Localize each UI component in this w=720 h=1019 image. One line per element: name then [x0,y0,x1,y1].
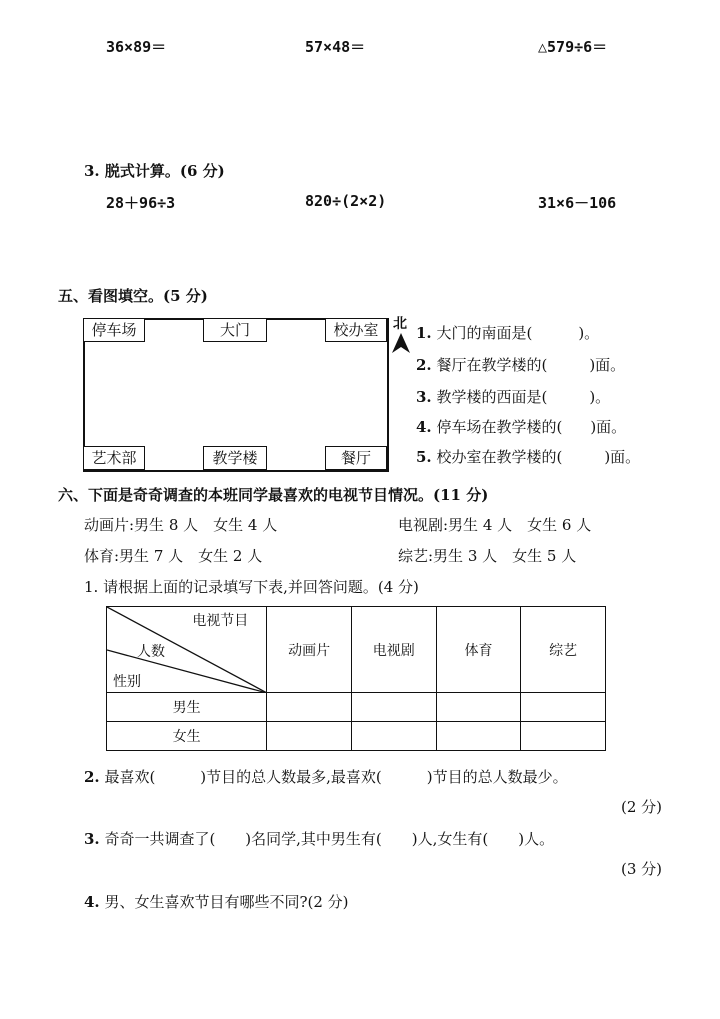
question-number: 4. [416,418,432,436]
table-cell[interactable] [351,693,436,722]
question-number: 2. [416,356,432,374]
col-header: 体育 [436,607,521,693]
calc-item-2: 57×48＝ [305,38,366,56]
q3-number: 3. [84,830,100,848]
q3-title: 3. 脱式计算。(6 分) [84,162,225,180]
question-pre: 大门的南面是( [436,324,533,342]
survey-table [106,606,606,751]
question-pre: 校办室在教学楼的( [436,448,563,466]
table-cell[interactable] [436,693,521,722]
section5-question [416,322,599,343]
question-post: )面。 [604,448,641,466]
section5-title: 五、看图填空。(5 分) [58,287,208,305]
col-header: 动画片 [267,607,352,693]
corner-program: 电视节目 [192,613,249,629]
section5-question [416,446,640,467]
section5-question [416,416,626,437]
q3-item-1: 28＋96÷3 [106,194,176,212]
row-label: 女生 [107,722,267,751]
map-office: 校办室 [325,318,387,342]
table-corner [107,607,267,693]
q3-item-3: 31×6－106 [538,194,617,212]
section6-q2 [84,766,568,787]
section5-question [416,354,625,375]
q2-text: 最喜欢( )节目的总人数最多,最喜欢( )节目的总人数最少。 [104,768,568,786]
q2-score: (2 分) [621,798,663,816]
table-cell[interactable] [267,722,352,751]
question-pre: 教学楼的西面是( [436,388,548,406]
question-post: )面。 [589,356,626,374]
table-cell[interactable] [267,693,352,722]
record-drama: 电视剧:男生 4 人 女生 6 人 [398,516,592,534]
question-number: 3. [416,388,432,406]
question-number: 5. [416,448,432,466]
q2-number: 2. [84,768,100,786]
map-canteen: 餐厅 [325,446,387,470]
question-pre: 餐厅在教学楼的( [436,356,548,374]
table-cell[interactable] [436,722,521,751]
section5-question [416,386,610,407]
north-arrow-icon [391,332,411,354]
question-number: 1. [416,324,432,342]
table-cell[interactable] [351,722,436,751]
section6-q1: 1. 请根据上面的记录填写下表,并回答问题。(4 分) [84,578,419,596]
q3-item-2: 820÷(2×2) [305,192,387,210]
map-gate: 大门 [203,318,267,342]
section6-title: 六、下面是奇奇调查的本班同学最喜欢的电视节目情况。(11 分) [58,486,489,504]
q3-score: (3 分) [621,860,663,878]
map-parking: 停车场 [83,318,145,342]
table-cell[interactable] [521,693,606,722]
question-pre: 停车场在教学楼的( [436,418,563,436]
question-post: )。 [578,324,600,342]
map-teaching: 教学楼 [203,446,267,470]
record-sports: 体育:男生 7 人 女生 2 人 [84,547,263,565]
q4-text: 男、女生喜欢节目有哪些不同?(2 分) [104,893,349,911]
record-variety: 综艺:男生 3 人 女生 5 人 [398,547,577,565]
q3-text: 奇奇一共调查了( )名同学,其中男生有( )人,女生有( )人。 [104,830,555,848]
row-label: 男生 [107,693,267,722]
question-post: )。 [589,388,611,406]
col-header: 综艺 [521,607,606,693]
north-label: 北 [393,316,407,332]
question-post: )面。 [590,418,627,436]
section6-q3 [84,828,554,849]
record-cartoon: 动画片:男生 8 人 女生 4 人 [84,516,278,534]
corner-count: 人数 [137,644,165,660]
col-header: 电视剧 [351,607,436,693]
section6-q4 [84,891,349,912]
corner-gender: 性别 [113,674,141,690]
calc-item-3: △579÷6＝ [538,38,608,56]
map-art: 艺术部 [83,446,145,470]
calc-item-1: 36×89＝ [106,38,167,56]
q4-number: 4. [84,893,100,911]
table-cell[interactable] [521,722,606,751]
